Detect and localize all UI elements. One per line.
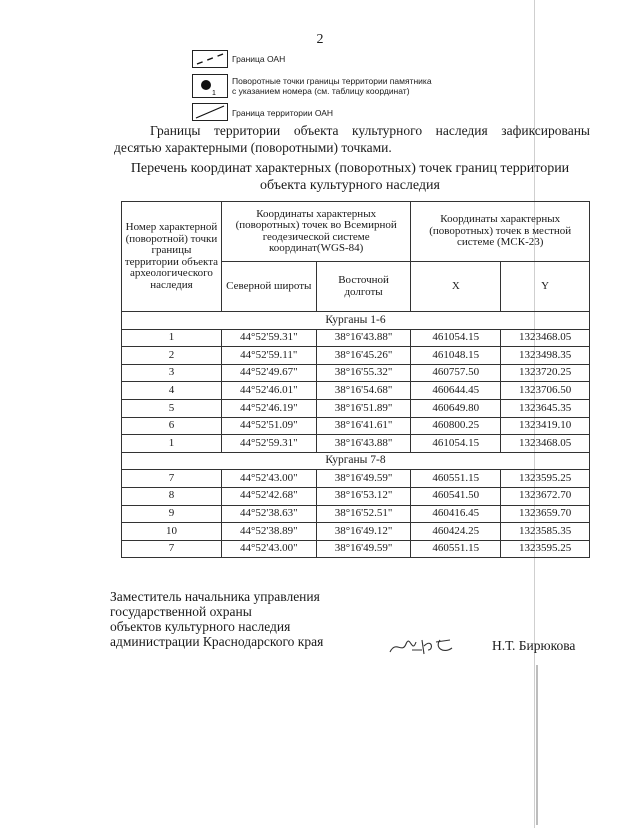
latitude-cell: 44°52'38.89" [221,523,316,541]
table-heading [120,160,580,194]
longitude-cell: 38°16'54.68" [316,382,411,400]
table-row [122,487,590,505]
table-group-row [122,312,590,330]
latitude-cell: 44°52'43.00" [221,540,316,558]
heading-line: объекта культурного наследия [260,178,440,193]
point-number-cell: 7 [122,470,222,488]
position-line: объектов культурного наследия [110,619,291,634]
table-row [122,417,590,435]
table-row [122,399,590,417]
y-cell: 1323659.70 [501,505,590,523]
group-title: Курганы 7-8 [122,452,590,470]
latitude-cell: 44°52'59.31" [221,329,316,347]
longitude-cell: 38°16'53.12" [316,487,411,505]
y-cell: 1323645.35 [501,399,590,417]
x-cell: 460416.45 [411,505,501,523]
legend-point-label: 1 [212,90,216,97]
x-cell: 461048.15 [411,347,501,365]
y-cell: 1323498.35 [501,347,590,365]
table-group-row [122,452,590,470]
latitude-cell: 44°52'51.09" [221,417,316,435]
point-number-cell: 1 [122,329,222,347]
legend-label: Граница ОАН [232,54,286,64]
point-number-cell: 7 [122,540,222,558]
y-cell: 1323419.10 [501,417,590,435]
y-cell: 1323720.25 [501,364,590,382]
longitude-cell: 38°16'49.59" [316,470,411,488]
longitude-cell: 38°16'49.59" [316,540,411,558]
point-number-cell: 8 [122,487,222,505]
longitude-cell: 38°16'51.89" [316,399,411,417]
header-wgs84: Координаты характерных (поворотных) точек во Всемирной геодезической системе координат(WGS-84) [221,202,411,262]
intro-paragraph: Границы территории объекта культурного наследия зафиксированы десятью характерными (поворотными) точками. [114,123,590,155]
position-line: государственной охраны [110,604,252,619]
header-longitude: Восточной долготы [316,262,411,312]
x-cell: 461054.15 [411,329,501,347]
page-number: 2 [316,32,324,47]
point-number-cell: 1 [122,435,222,453]
longitude-cell: 38°16'52.51" [316,505,411,523]
longitude-cell: 38°16'45.26" [316,347,411,365]
table-row [122,382,590,400]
point-number-cell: 6 [122,417,222,435]
header-msk23: Координаты характерных (поворотных) точек в местной системе (МСК-23) [411,202,590,262]
point-number-cell: 9 [122,505,222,523]
position-line: Заместитель начальника управления [110,589,320,604]
point-number-cell: 5 [122,399,222,417]
point-number-cell: 3 [122,364,222,382]
longitude-cell: 38°16'43.88" [316,329,411,347]
point-number-cell: 4 [122,382,222,400]
legend-label: Граница территории ОАН [232,108,334,118]
y-cell: 1323468.05 [501,329,590,347]
x-cell: 460551.15 [411,540,501,558]
legend-label-line: с указанием номера (см. таблицу координат) [232,86,410,96]
latitude-cell: 44°52'42.68" [221,487,316,505]
table-header-row [122,202,590,262]
table-row [122,505,590,523]
signatory-position [110,589,323,649]
latitude-cell: 44°52'46.19" [221,399,316,417]
table-row [122,470,590,488]
x-cell: 460541.50 [411,487,501,505]
y-cell: 1323706.50 [501,382,590,400]
signatory-name: Н.Т. Бирюкова [492,638,576,653]
handwritten-signature [388,636,460,663]
scan-edge-mark [536,665,538,825]
x-cell: 460800.25 [411,417,501,435]
header-x: X [411,262,501,312]
point-number-cell: 2 [122,347,222,365]
position-line: администрации Краснодарского края [110,634,324,649]
x-cell: 460757.50 [411,364,501,382]
group-title: Курганы 1-6 [122,312,590,330]
coordinates-table [121,201,590,558]
x-cell: 460649.80 [411,399,501,417]
y-cell: 1323672.70 [501,487,590,505]
longitude-cell: 38°16'49.12" [316,523,411,541]
longitude-cell: 38°16'43.88" [316,435,411,453]
table-row [122,523,590,541]
longitude-cell: 38°16'41.61" [316,417,411,435]
table-row [122,435,590,453]
latitude-cell: 44°52'43.00" [221,470,316,488]
numbered-point-icon [192,74,228,98]
latitude-cell: 44°52'38.63" [221,505,316,523]
x-cell: 460424.25 [411,523,501,541]
y-cell: 1323595.25 [501,470,590,488]
dashed-boundary-icon [192,50,228,68]
table-row [122,347,590,365]
table-row [122,329,590,347]
table-row [122,540,590,558]
header-point-number: Номер характерной (поворотной) точки границы территории объекта археологического наследия [122,202,222,312]
point-number-cell: 10 [122,523,222,541]
x-cell: 461054.15 [411,435,501,453]
latitude-cell: 44°52'59.31" [221,435,316,453]
table-row [122,364,590,382]
heading-line: Перечень координат характерных (поворотных) точек границ территории [130,161,570,176]
x-cell: 460644.45 [411,382,501,400]
y-cell: 1323585.35 [501,523,590,541]
legend-label-line: Поворотные точки границы территории памятника [232,76,432,86]
latitude-cell: 44°52'46.01" [221,382,316,400]
solid-boundary-icon [192,103,228,121]
header-y: Y [501,262,590,312]
latitude-cell: 44°52'59.11" [221,347,316,365]
legend-label [232,76,432,96]
latitude-cell: 44°52'49.67" [221,364,316,382]
y-cell: 1323595.25 [501,540,590,558]
header-latitude: Северной широты [221,262,316,312]
longitude-cell: 38°16'55.32" [316,364,411,382]
x-cell: 460551.15 [411,470,501,488]
y-cell: 1323468.05 [501,435,590,453]
